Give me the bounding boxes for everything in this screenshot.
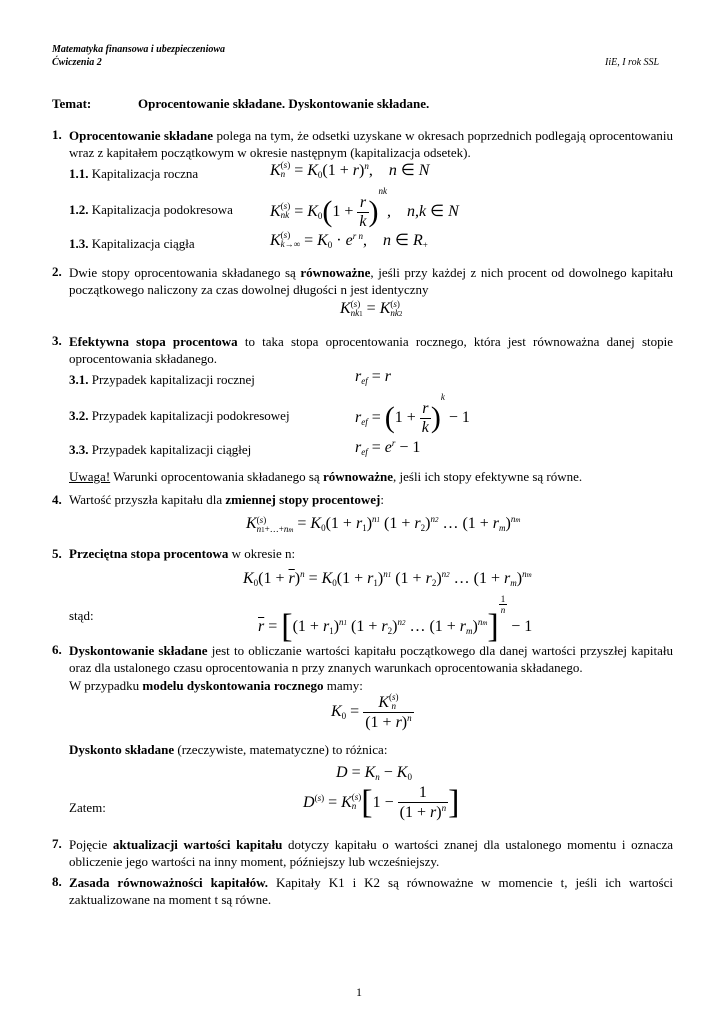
item-3-3-number: 3.3. bbox=[69, 442, 89, 457]
section-8-term: Zasada równoważności kapitałów. bbox=[69, 875, 269, 890]
section-2-pre: Dwie stopy oprocentowania składanego są bbox=[69, 265, 301, 280]
item-1-3-number: 1.3. bbox=[69, 236, 89, 251]
section-4-post: : bbox=[380, 492, 384, 507]
formula-variable-rate: K (s) n1+…+nm = $K_0(1 + r_1)^{n1}$ $(1 + r_2)^{n2}$ … $(1 + r_m)^{nm}$ bbox=[246, 514, 521, 534]
page-number: 1 bbox=[356, 985, 362, 999]
topic-label: Temat: bbox=[52, 96, 92, 111]
section-1-text bbox=[69, 127, 673, 161]
topic-title: Oprocentowanie składane. Dyskontowanie składane. bbox=[138, 96, 430, 111]
group-label: IiE, I rok SSL bbox=[605, 57, 660, 68]
section-2-term: równoważne bbox=[300, 265, 371, 280]
stad-label: stąd: bbox=[69, 608, 94, 623]
section-3-number: 3. bbox=[52, 333, 62, 348]
exercise-label: Ćwiczenia 2 bbox=[52, 57, 102, 68]
section-7-number: 7. bbox=[52, 836, 62, 851]
section-5-number: 5. bbox=[52, 546, 62, 561]
course-title: Matematyka finansowa i ubezpieczeniowa bbox=[52, 44, 226, 55]
item-3-2-label: Przypadek kapitalizacji podokresowej bbox=[91, 408, 290, 423]
formula-average-rate: $K_0(1 + \overline{r})^n = K_0(1 + r_1)^{n1}$ $(1 + r_2)^{n2}$ … $(1 + r_m)^{nm}$ bbox=[243, 569, 532, 588]
item-3-2-number: 3.2. bbox=[69, 408, 89, 423]
section-4-number: 4. bbox=[52, 492, 62, 507]
section-7-post: dotyczy kapitału o wartości znanej dla ustalonego momentu i oznacza obliczenie jego wartości na inny moment, późniejszy lub wcześniejszy. bbox=[69, 837, 674, 869]
section-7-pre: Pojęcie bbox=[69, 837, 113, 852]
item-3-3-label: Przypadek kapitalizacji ciągłej bbox=[91, 442, 252, 457]
section-5-text bbox=[69, 546, 295, 562]
note-post: , jeśli ich stopy efektywne są równe. bbox=[393, 469, 583, 484]
section-6-term: Dyskontowanie składane bbox=[69, 643, 208, 658]
item-3-3 bbox=[69, 442, 251, 458]
section-6-body: jest to obliczanie wartości kapitału początkowego dla danej wartości przyszłej kapitału oraz dla ustalonego czasu oprocentowania n przy znanych warunkach oprocentowania składanego. bbox=[69, 643, 674, 675]
section-1-body: polega na tym, że odsetki uzyskane w okresach poprzednich podlegają oprocentowaniu wraz z kapitałem początkowym w okresie następnym (kapitalizacja odsetek). bbox=[69, 128, 673, 160]
item-3-2 bbox=[69, 408, 290, 424]
formula-subperiod-capitalization: K (s) nk = $K_0(1$ + $\frac{r}{k}$ )$^{nk}$, n,k ∈ N bbox=[270, 186, 459, 230]
section-3-body: to taka stopa oprocentowania rocznego, która jest równoważna danej stopie oprocentowania składanego. bbox=[69, 334, 673, 366]
note-label: Uwaga! bbox=[69, 469, 111, 484]
note-pre: Warunki oprocentowania składanego są bbox=[110, 469, 323, 484]
section-5-post: w okresie n: bbox=[228, 546, 296, 561]
section-6-text bbox=[69, 642, 673, 676]
item-3-1-label: Przypadek kapitalizacji rocznej bbox=[91, 372, 255, 387]
item-1-1-label: Kapitalizacja roczna bbox=[91, 166, 199, 181]
section-4-text bbox=[69, 492, 384, 508]
formula-annual-discount: $K_0$ = K (s) n $(1 + r)^n$ bbox=[331, 692, 412, 731]
discount-model-line bbox=[69, 678, 363, 694]
section-7-text bbox=[69, 836, 673, 870]
section-8-text bbox=[69, 874, 673, 908]
model-post: mamy: bbox=[323, 678, 363, 693]
formula-annual-capitalization: K (s) n = $K_0(1 + r)^n$, n ∈ N bbox=[270, 160, 430, 180]
discount-definition-line bbox=[69, 742, 387, 758]
section-8-post: Kapitały K1 i K2 są równoważne w momencie t, jeśli ich wartości zaktualizowane na moment t są równe. bbox=[69, 875, 673, 907]
model-pre: W przypadku bbox=[69, 678, 143, 693]
section-4-term: zmiennej stopy procentowej bbox=[225, 492, 381, 507]
model-term: modelu dyskontowania rocznego bbox=[142, 678, 324, 693]
item-1-3-label: Kapitalizacja ciągła bbox=[91, 236, 195, 251]
section-1-number: 1. bbox=[52, 127, 62, 142]
discount-post: (rzeczywiste, matematyczne) to różnica: bbox=[174, 742, 388, 757]
section-3-text bbox=[69, 333, 673, 367]
section-1-term: Oprocentowanie składane bbox=[69, 128, 214, 143]
section-2-post: , jeśli przy każdej z nich procent od dowolnego kapitału początkowego naliczony za czas dowolnej długości n jest identyczny bbox=[69, 265, 673, 297]
item-1-1-number: 1.1. bbox=[69, 166, 89, 181]
item-1-1 bbox=[69, 166, 198, 182]
section-3-note bbox=[69, 469, 582, 485]
item-3-1 bbox=[69, 372, 255, 388]
formula-ref-annual: $r_{ef} = r$ bbox=[355, 368, 391, 386]
zatem-label: Zatem: bbox=[69, 800, 106, 815]
section-2-text bbox=[69, 264, 673, 298]
formula-discount: $D^{(s)} = K$ (s) n [1 − $\frac{1}{(1 + r)^n}$ ] bbox=[303, 784, 460, 822]
item-1-2-label: Kapitalizacja podokresowa bbox=[91, 202, 233, 217]
section-2-number: 2. bbox=[52, 264, 62, 279]
item-1-2-number: 1.2. bbox=[69, 202, 89, 217]
item-1-3 bbox=[69, 236, 195, 252]
note-term: równoważne bbox=[322, 469, 393, 484]
formula-ref-continuous: $r_{ef} = e^r - 1$ bbox=[355, 438, 421, 457]
formula-average-rate-solved: $\overline{r} = [(1 + r_1)^{n1}$ $(1 + r_2)^{n2}$ … $(1 + r_m)^{nm}$] $\frac{1}{n}$ − 1 bbox=[258, 594, 533, 645]
discount-term: Dyskonto składane bbox=[69, 742, 175, 757]
item-1-2 bbox=[69, 202, 233, 218]
formula-discount-difference: $D = K_n - K_0$ bbox=[336, 764, 412, 782]
section-3-term: Efektywna stopa procentowa bbox=[69, 334, 238, 349]
section-5-term: Przeciętna stopa procentowa bbox=[69, 546, 229, 561]
formula-ref-subperiod: $r_{ef} = (1$ + $\frac{r}{k}$ )$^k$ − 1 bbox=[355, 392, 470, 436]
item-3-1-number: 3.1. bbox=[69, 372, 89, 387]
section-4-pre: Wartość przyszła kapitału dla bbox=[69, 492, 226, 507]
section-8-number: 8. bbox=[52, 874, 62, 889]
formula-equivalent-rates: K (s) nk1 = K (s) nk2 bbox=[340, 299, 403, 318]
section-6-number: 6. bbox=[52, 642, 62, 657]
section-7-term: aktualizacji wartości kapitału bbox=[112, 837, 283, 852]
formula-continuous-capitalization: K (s) k→∞ = $K_0 \cdot e^{r n}$, n ∈ $R_+$ bbox=[270, 230, 428, 250]
